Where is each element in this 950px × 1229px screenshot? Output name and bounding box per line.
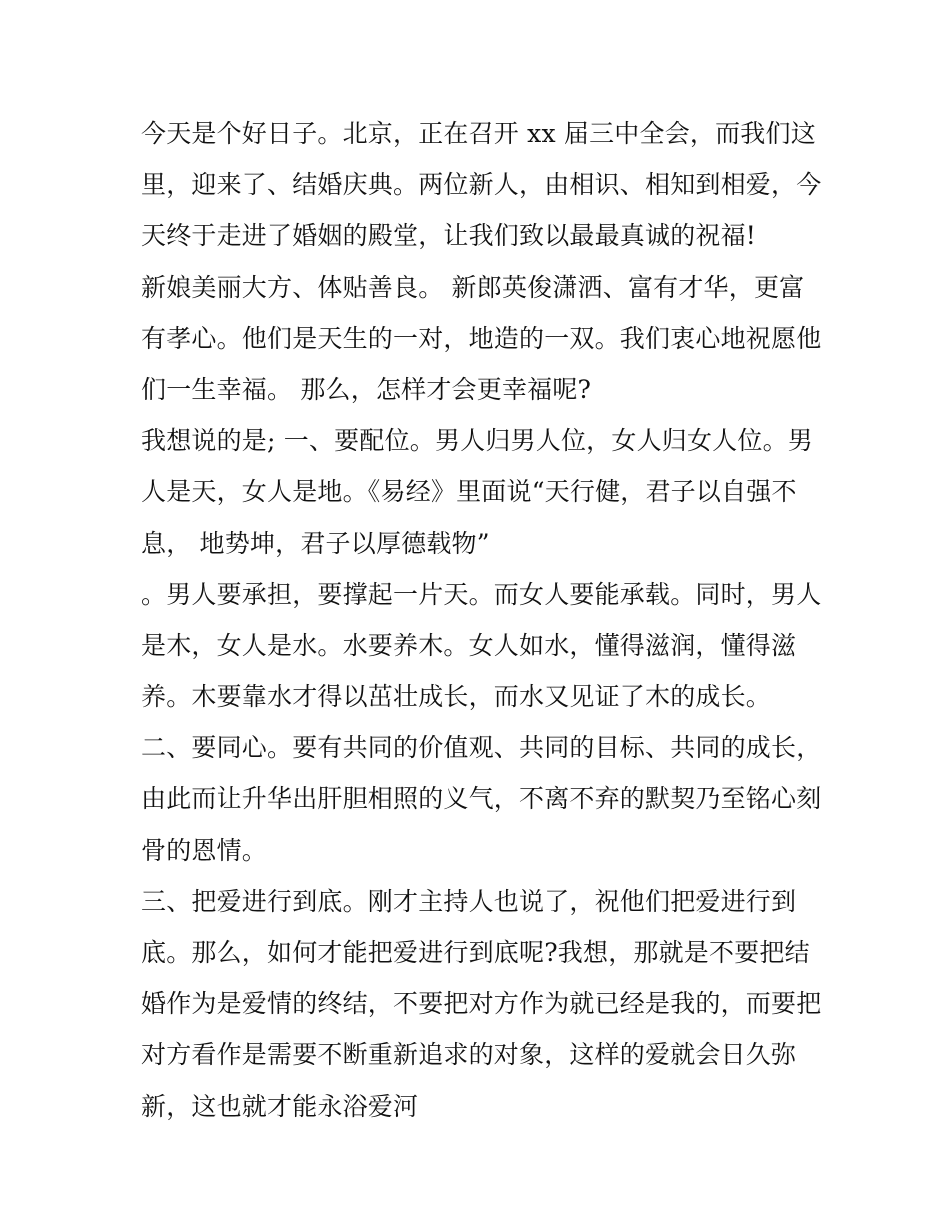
text-line: 息， 地势坤，君子以厚德载物” [141,528,490,558]
text-line: 今天是个好日子。北京，正在召开 xx 届三中全会，而我们这 [141,119,816,148]
document-body [141,108,831,1132]
text-line: 对方看作是需要不断重新追求的对象，这样的爱就会日久弥 [141,1040,797,1070]
text-line: 三、把爱进行到底。刚才主持人也说了，祝他们把爱进行到 [141,886,797,916]
text-line: 底。那么，如何才能把爱进行到底呢?我想，那就是不要把结 [141,938,810,967]
text-line: 二、要同心。要有共同的价值观、共同的目标、共同的成长， [141,733,822,763]
text-line: 人是天，女人是地。《易经》里面说“天行健，君子以自强不 [141,477,797,507]
text-line: 有孝心。他们是天生的一对，地造的一双。我们衷心地祝愿他 [141,323,822,353]
text-line: 新娘美丽大方、体贴善良。 新郎英俊潇洒、富有才华，更富 [141,272,805,302]
text-line: 里，迎来了、结婚庆典。两位新人，由相识、相知到相爱，今 [141,170,822,200]
text-line: 是木，女人是水。水要养木。女人如水，懂得滋润，懂得滋 [141,630,797,660]
text-line: 们一生幸福。 那么，怎样才会更幸福呢? [141,374,592,404]
text-line: 新，这也就才能永浴爱河 [141,1091,419,1121]
text-line: 养。木要靠水才得以茁壮成长，而水又见证了木的成长。 [141,682,772,712]
text-line: 天终于走进了婚姻的殿堂，让我们致以最最真诚的祝福! [141,221,757,251]
text-line: 婚作为是爱情的终结，不要把对方作为就已经是我的，而要把 [141,989,822,1019]
text-line: 。男人要承担，要撑起一片天。而女人要能承载。同时，男人 [141,579,822,609]
text-line: 我想说的是; 一、要配位。男人归男人位，女人归女人位。男 [141,426,813,456]
text-line: 骨的恩情。 [141,835,268,865]
text-line: 由此而让升华出肝胆相照的义气，不离不弃的默契乃至铭心刻 [141,784,822,814]
